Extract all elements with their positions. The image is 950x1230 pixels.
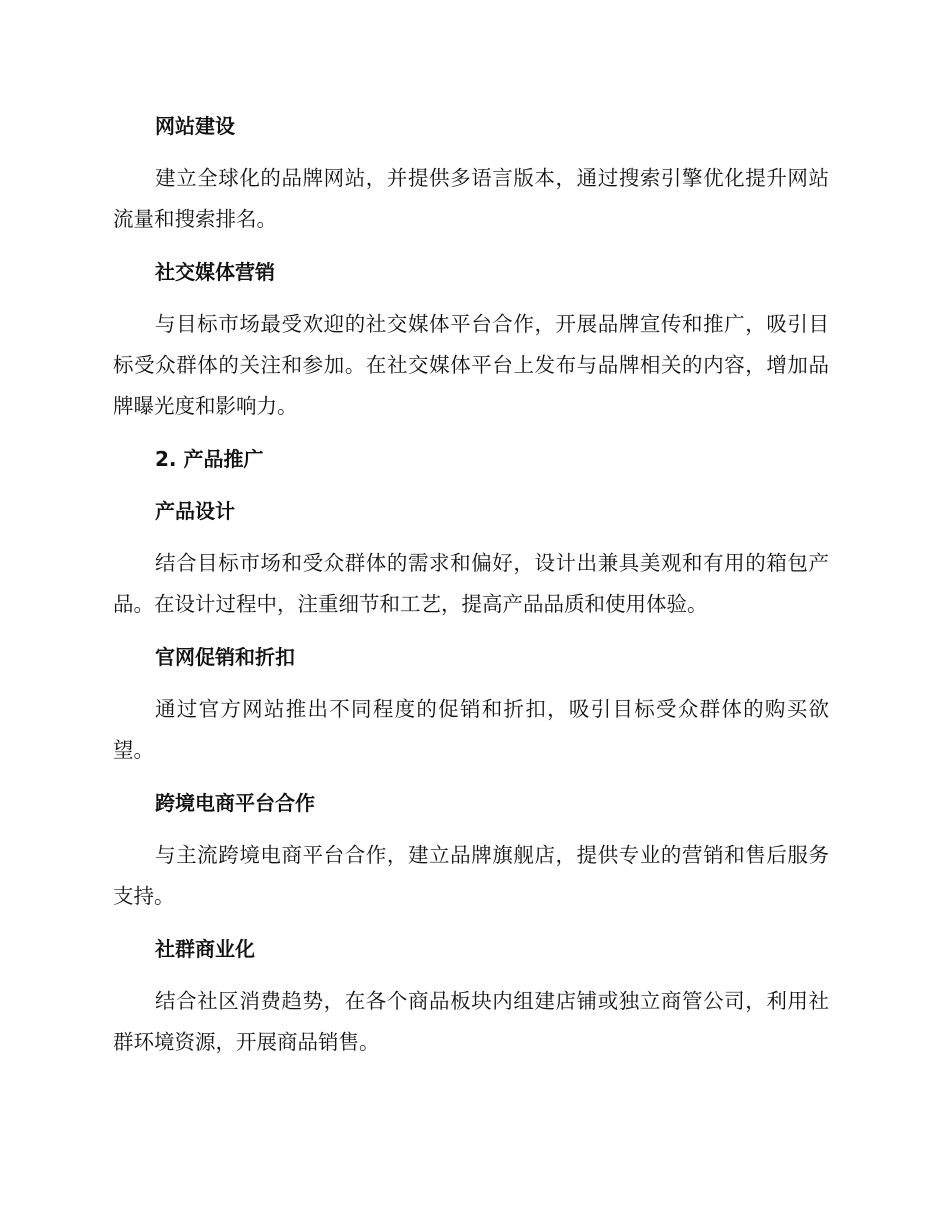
paragraph-cross-border-ecommerce: 与主流跨境电商平台合作，建立品牌旗舰店，提供专业的营销和售后服务支持。 xyxy=(113,843,829,908)
paragraph-website-promotion: 通过官方网站推出不同程度的促销和折扣，吸引目标受众群体的购买欲望。 xyxy=(113,697,829,762)
paragraph-website: 建立全球化的品牌网站，并提供多语言版本，通过搜索引擎优化提升网站流量和搜索排名。 xyxy=(113,166,829,231)
paragraph-product-design: 结合目标市场和受众群体的需求和偏好，设计出兼具美观和有用的箱包产品。在设计过程中，注重细节和工艺，提高产品品质和使用体验。 xyxy=(113,551,829,616)
section-heading-product-promotion: 2. 产品推广 xyxy=(155,447,264,471)
section-heading-website-promotion: 官网促销和折扣 xyxy=(155,645,295,669)
section-heading-website: 网站建设 xyxy=(155,114,235,138)
section-heading-community-commerce: 社群商业化 xyxy=(155,937,255,961)
section-heading-social-media: 社交媒体营销 xyxy=(155,260,275,284)
paragraph-social-media: 与目标市场最受欢迎的社交媒体平台合作，开展品牌宣传和推广，吸引目标受众群体的关注和参加。在社交媒体平台上发布与品牌相关的内容，增加品牌曝光度和影响力。 xyxy=(113,312,829,418)
section-heading-cross-border-ecommerce: 跨境电商平台合作 xyxy=(155,791,315,815)
paragraph-community-commerce: 结合社区消费趋势，在各个商品板块内组建店铺或独立商管公司，利用社群环境资源，开展商品销售。 xyxy=(113,989,829,1054)
document-body xyxy=(113,106,829,1063)
section-heading-product-design: 产品设计 xyxy=(155,499,235,523)
